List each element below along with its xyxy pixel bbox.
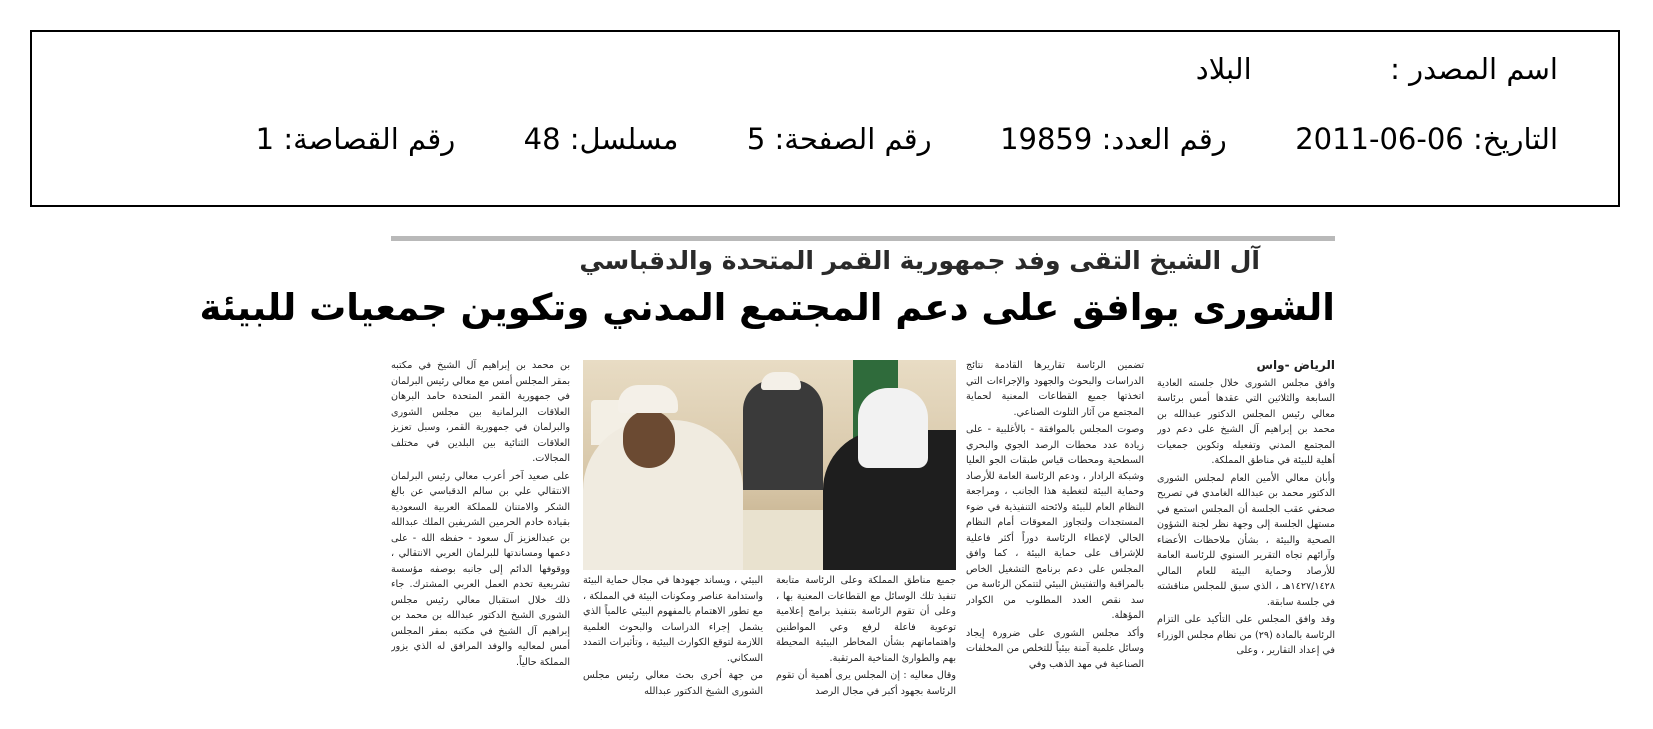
paragraph: وقال معاليه : إن المجلس يرى أهمية أن تقوم الرئاسة بجهود أكبر في مجال الرصد xyxy=(776,670,956,697)
paragraph: البيئي ، ويساند جهودها في مجال حماية البيئة واستدامة عناصر ومكونات البيئة في المملكة ، مع تطور الاهتمام بالمفهوم البيئي عالمياً الذي يشمل إجراء الدراسات والبحوث العلمية اللازمة لتوقع الكوارث البيئية ، وتأثيرات التمدد السكاني. xyxy=(583,575,763,664)
article-column-2 xyxy=(966,358,1144,713)
details-line xyxy=(256,122,1558,156)
paragraph: من جهة أخرى بحث معالي رئيس مجلس الشورى الشيخ الدكتور عبدالله xyxy=(583,670,763,697)
below-photo-columns xyxy=(583,573,956,716)
serial-label: مسلسل: xyxy=(569,122,679,156)
subcolumn-right xyxy=(776,573,956,716)
paragraph: وأكد مجلس الشورى على ضرورة إيجاد وسائل علمية آمنة بيئياً للتخلص من المخلفات الصناعية في مهد الذهب وفي xyxy=(966,627,1144,670)
cap-middle xyxy=(761,372,801,390)
meeting-photo xyxy=(583,360,956,570)
paragraph: وقد وافق المجلس على التأكيد على التزام الرئاسة بالمادة (٢٩) من نظام مجلس الوزراء في إعداد التقارير ، وعلى xyxy=(1157,614,1335,656)
subcolumn-left xyxy=(583,573,763,716)
article-headline: الشورى يوافق على دعم المجتمع المدني وتكوين جمعيات للبيئة xyxy=(199,286,1335,329)
source-info-box xyxy=(30,30,1620,207)
source-label: اسم المصدر : xyxy=(1390,52,1558,86)
page-value: 5 xyxy=(746,122,766,156)
dateline: الرياض -واس xyxy=(1256,358,1335,372)
paragraph: وصوت المجلس بالموافقة - بالأغلبية - على زيادة عدد محطات الرصد الجوي والبحري السطحية ومحطات قياس طبقات الجو العليا وشبكة الرادار ، ودعم الرئاسة العامة للأرصاد وحماية البيئة لتغطية هذا الجانب ، ومراجعة النظام العام للبيئة ولائحته التنفيذية في ضوء المستجدات ولتجاوز المعوقات أمام النظام الحالي لإعطاء الرئاسة دوراً أكثر فاعلية للإشراف على حماية البيئة ، كما وافق المجلس على دعم برنامج التشغيل الخاص بالمراقبة والتفتيش البيئي لتتمكن الرئاسة من سد نقص العدد المطلوب من الكوادر المؤهلة. xyxy=(966,424,1144,621)
paragraph: بن محمد بن إبراهيم آل الشيخ في مكتبه بمقر المجلس أمس مع معالي رئيس البرلمان في جمهورية القمر المتحدة حامد البرهان العلاقات البرلمانية بين مجلس الشورى والبرلمان في جمهورية القمر، وسبل تعزيز العلاقات الثنائية بين البلدين في مختلف المجالات. xyxy=(391,360,570,464)
person-middle xyxy=(743,380,823,490)
source-line xyxy=(1196,52,1558,86)
serial-value: 48 xyxy=(523,122,561,156)
article-kicker: آل الشيخ التقى وفد جمهورية القمر المتحدة والدقباسي xyxy=(579,246,1260,275)
source-value: البلاد xyxy=(1195,52,1252,86)
issue-label: رقم العدد: xyxy=(1101,122,1227,156)
page-label: رقم الصفحة: xyxy=(774,122,932,156)
headdress-right xyxy=(858,388,928,468)
paragraph: على صعيد آخر أعرب معالي رئيس البرلمان الانتقالي علي بن سالم الدقباسي عن بالغ الشكر والامتنان للمملكة العربية السعودية بقيادة خادم الحرمين الشريفين الملك عبدالله بن عبدالعزيز آل سعود - حفظه الله - على دعمها ومساندتها للبرلمان العربي الانتقالي ، ووقوفها الدائم إلى جانبه بوصفه مؤسسة تشريعية تخدم العمل العربي المشترك. جاء ذلك خلال استقبال معالي رئيس مجلس الشورى الشيخ الدكتور عبدالله بن محمد بن إبراهيم آل الشيخ في مكتبه بمقر المجلس أمس لمعاليه والوفد المرافق له الذي يزور المملكة حالياً. xyxy=(391,470,570,668)
article-column-4 xyxy=(391,358,570,713)
date-value: 2011-06-06 xyxy=(1295,122,1464,156)
date-label: التاريخ: xyxy=(1472,122,1558,156)
paragraph: وأبان معالي الأمين العام لمجلس الشورى الدكتور محمد بن عبدالله الغامدي في تصريح صحفي عقب الجلسة أن المجلس استمع في مستهل الجلسة إلى وجهة نظر لجنة الشؤون الصحية والبيئة ، بشأن ملاحظات الأعضاء وآرائهم تجاه التقرير السنوي للرئاسة العامة للأرصاد وحماية البيئة للعام المالي ١٤٢٧/١٤٢٨هـ ، الذي سبق للمجلس مناقشته في جلسة سابقة. xyxy=(1157,472,1335,608)
paragraph: جميع مناطق المملكة وعلى الرئاسة متابعة تنفيذ تلك الوسائل مع القطاعات المعنية بها ، وعلى أن تقوم الرئاسة بتنفيذ برامج إعلامية توعوية فاعلة لرفع وعي المواطنين واهتماماتهم بشأن المخاطر البيئية المحيطة بهم والطوارئ المناخية المرتقبة. xyxy=(776,575,956,664)
head-left xyxy=(623,410,675,468)
clip-value: 1 xyxy=(255,122,275,156)
clip-label: رقم القصاصة: xyxy=(283,122,456,156)
paragraph: وافق مجلس الشورى خلال جلسته العادية السابعة والثلاثين التي عقدها أمس برئاسة معالي رئيس المجلس الدكتور عبدالله بن محمد بن إبراهيم آل الشيخ على دعم دور المجتمع المدني وتفعيله وتكوين جمعيات أهلية للبيئة في مناطق المملكة. xyxy=(1157,377,1335,466)
newspaper-clipping xyxy=(199,236,1335,710)
top-rule xyxy=(391,236,1335,241)
article-column-1 xyxy=(1157,358,1335,713)
cap-left xyxy=(618,385,678,413)
article-column-3 xyxy=(583,360,956,716)
paragraph: تضمين الرئاسة تقاريرها القادمة نتائج الدراسات والبحوث والجهود والإجراءات التي اتخذتها جميع القطاعات المعنية لحماية المجتمع من آثار التلوث الصناعي. xyxy=(966,360,1144,418)
issue-value: 19859 xyxy=(1000,122,1093,156)
